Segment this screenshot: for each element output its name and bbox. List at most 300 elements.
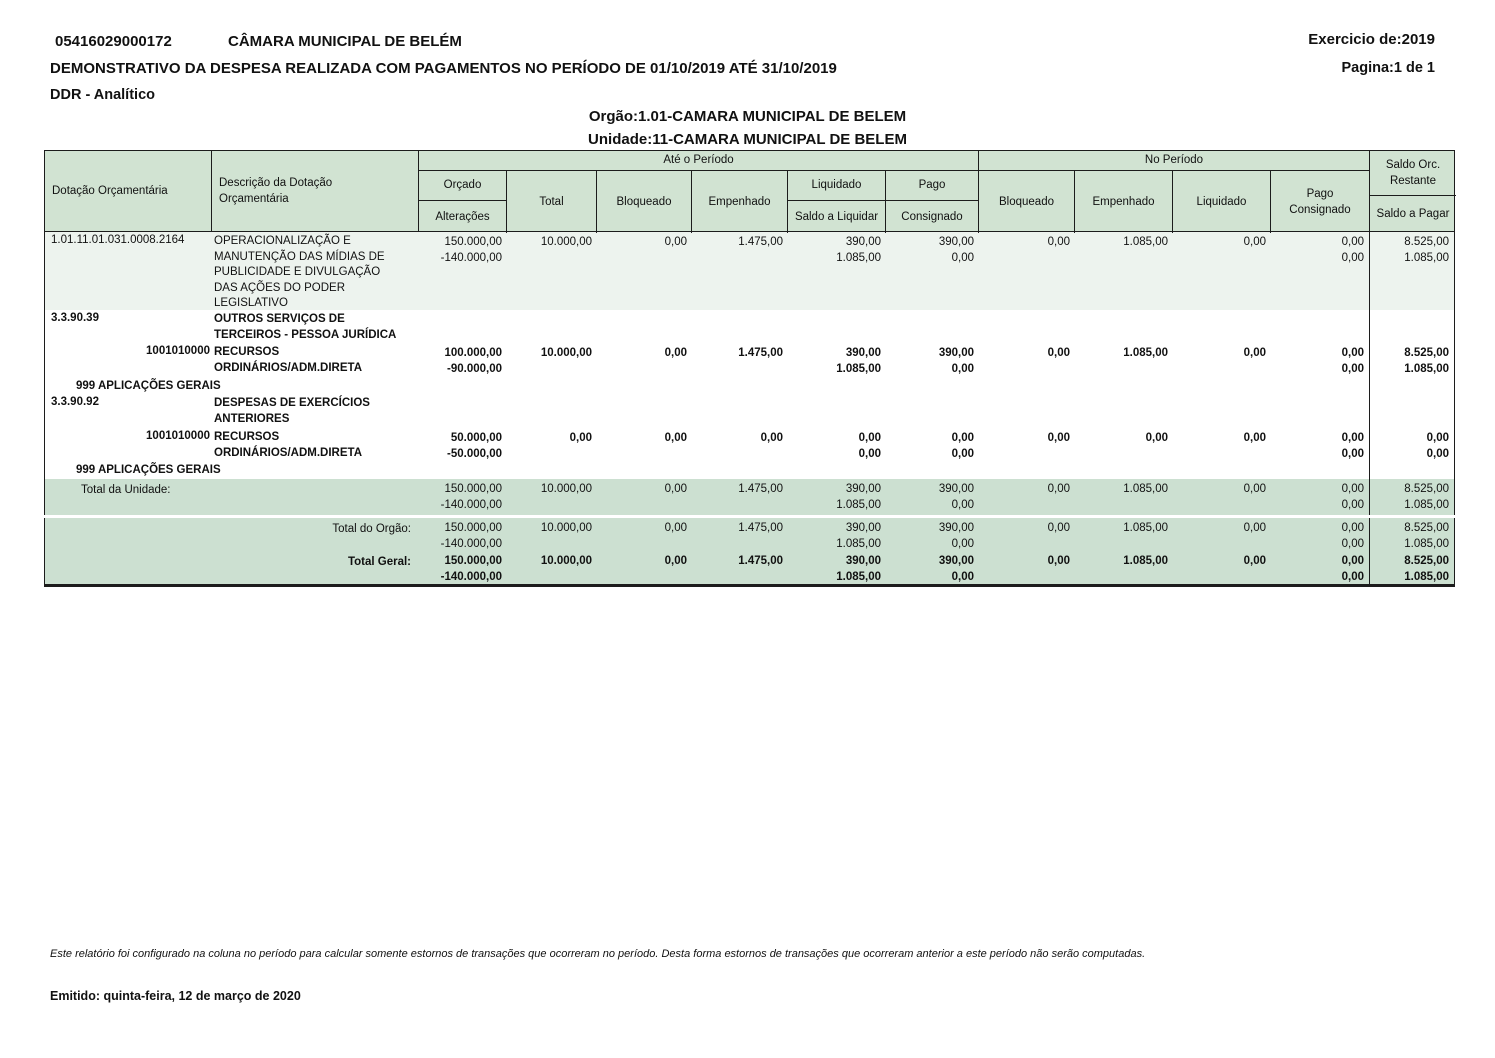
value-line: 1.085,00 (836, 363, 881, 375)
table-row (44, 377, 1455, 394)
desc-line: TERCEIROS - PESSOA JURÍDICA (214, 328, 397, 341)
value-cell (419, 343, 507, 377)
value-cell (886, 479, 979, 515)
value-line (979, 250, 1070, 266)
value-line (1075, 536, 1168, 551)
value-line (788, 396, 881, 412)
value-line (979, 536, 1070, 551)
value-line: 0,00 (1047, 522, 1070, 534)
value-line: 390,00 (845, 555, 881, 567)
value-line (1370, 396, 1449, 412)
value-line: 1.085,00 (1123, 236, 1168, 248)
value-cell (1173, 518, 1271, 551)
header-np-pago-consignado: Pago Consignado (1289, 188, 1351, 216)
value-cell (1271, 518, 1369, 551)
value-line: 1.085,00 (836, 252, 881, 264)
value-line: 1.475,00 (738, 483, 783, 495)
value-cell (419, 551, 507, 584)
value-line (886, 412, 974, 428)
desc-line: ORDINÁRIOS/ADM.DIRETA (214, 446, 363, 459)
value-cell (419, 232, 507, 310)
orgao-title: Orgão:1.01-CAMARA MUNICIPAL DE BELEM (588, 108, 907, 125)
descricao-cell (212, 310, 419, 343)
value-cell (1369, 551, 1454, 584)
value-line (1075, 569, 1168, 584)
page-number: Pagina:1 de 1 (1341, 60, 1435, 76)
value-line: 1.085,00 (1123, 347, 1168, 359)
value-line: 390,00 (938, 522, 974, 534)
value-line (979, 497, 1070, 513)
value-cell (788, 394, 886, 428)
value-line: 10.000,00 (540, 236, 592, 248)
value-line: 100.000,00 (444, 347, 502, 359)
value-line: 1.085,00 (836, 499, 881, 511)
table-row (44, 461, 1455, 479)
value-line: 390,00 (938, 483, 974, 495)
value-line: 0,00 (664, 522, 687, 534)
value-line (1075, 446, 1168, 461)
table-row (44, 518, 1455, 551)
row-label: Total da Unidade: (81, 484, 171, 496)
value-line: 0,00 (1145, 432, 1168, 444)
value-line: 0,00 (1047, 483, 1070, 495)
value-line (507, 446, 592, 461)
value-line: -140.000,00 (440, 571, 502, 583)
value-cell (979, 518, 1075, 551)
value-cell (507, 232, 597, 310)
desc-line: OPERACIONALIZAÇÃO E (214, 235, 351, 247)
value-line: 0,00 (1341, 236, 1364, 248)
value-cell (788, 343, 886, 377)
value-cell (507, 551, 597, 584)
header-total: Total (507, 171, 597, 233)
value-line: 0,00 (664, 432, 687, 444)
value-line: 0,00 (1341, 448, 1364, 460)
value-line (1173, 312, 1266, 328)
value-line: 0,00 (951, 252, 974, 264)
table-row (44, 343, 1455, 377)
value-line: 150.000,00 (444, 555, 502, 567)
value-line: 0,00 (664, 483, 687, 495)
value-line (979, 328, 1070, 343)
table-row (44, 428, 1455, 461)
value-cell (692, 232, 788, 310)
value-cell (597, 551, 692, 584)
value-line: -90.000,00 (447, 363, 502, 375)
value-line (507, 312, 592, 328)
value-line (1075, 412, 1168, 428)
header-liquidado: Liquidado (788, 171, 886, 201)
value-line (597, 497, 687, 513)
value-line: 390,00 (938, 555, 974, 567)
value-line (979, 361, 1070, 377)
value-line: 150.000,00 (444, 522, 502, 534)
dotacao-cell: 3.3.90.39 (51, 312, 99, 324)
value-cell (597, 310, 692, 343)
value-line (692, 536, 783, 551)
header-group-ate-periodo: Até o Período (419, 151, 979, 171)
value-line: 0,00 (1243, 522, 1266, 534)
value-line: -140.000,00 (440, 499, 502, 511)
value-line (1075, 361, 1168, 377)
value-line: 10.000,00 (540, 347, 592, 359)
value-line: 390,00 (845, 347, 881, 359)
value-cell (597, 343, 692, 377)
descricao-cell (212, 394, 419, 428)
value-cell (979, 232, 1075, 310)
value-line (597, 396, 687, 412)
value-line (419, 328, 502, 343)
value-cell (788, 479, 886, 515)
value-line (1075, 328, 1168, 343)
value-line: 10.000,00 (540, 483, 592, 495)
header-dotacao: Dotação Orçamentária (45, 151, 212, 231)
value-cell (692, 428, 788, 461)
value-cell (788, 232, 886, 310)
value-cell (1369, 310, 1454, 343)
value-cell (507, 518, 597, 551)
value-cell (1271, 310, 1369, 343)
value-line: 1.085,00 (1404, 363, 1449, 375)
value-cell (1369, 428, 1454, 461)
row-label: 999 APLICAÇÕES GERAIS (76, 380, 221, 392)
dotacao-cell: 1001010000 (146, 345, 210, 357)
report-footnote: Este relatório foi configurado na coluna no período para calcular somente estornos de transações que ocorreram no período. Desta forma estornos de transações que ocorreram anterior a este período não serão computadas. (50, 948, 1146, 960)
desc-line: LEGISLATIVO (214, 297, 288, 310)
value-cell (1369, 518, 1454, 551)
row-label: Total do Orgão: (332, 523, 411, 535)
row-label: Total Geral: (347, 556, 411, 568)
value-line: 0,00 (1341, 432, 1364, 444)
exercise-label: Exercicio de:2019 (1308, 31, 1435, 48)
descricao-cell (212, 428, 419, 461)
value-cell (597, 394, 692, 428)
value-line (419, 312, 502, 328)
value-cell (886, 518, 979, 551)
value-line: 0,00 (951, 538, 974, 550)
value-cell (788, 310, 886, 343)
value-line (886, 312, 974, 328)
value-line (692, 412, 783, 428)
value-line: 0,00 (664, 555, 687, 567)
report-subtitle: DDR - Analítico (50, 87, 155, 103)
value-cell (507, 394, 597, 428)
value-cell (419, 394, 507, 428)
value-line: 390,00 (845, 522, 881, 534)
value-line: 0,00 (1243, 236, 1266, 248)
value-line (597, 536, 687, 551)
value-line (1173, 361, 1266, 377)
value-line: -140.000,00 (440, 252, 502, 264)
value-line: 0,00 (951, 432, 974, 444)
value-line (788, 312, 881, 328)
value-cell (979, 428, 1075, 461)
header-np-liquidado: Liquidado (1173, 171, 1271, 233)
unidade-title: Unidade:11-CAMARA MUNICIPAL DE BELEM (588, 131, 907, 148)
header-empenhado: Empenhado (692, 171, 788, 233)
value-cell (886, 428, 979, 461)
value-cell (886, 310, 979, 343)
value-line: 1.475,00 (738, 236, 783, 248)
value-cell (1271, 394, 1369, 428)
value-cell (507, 479, 597, 515)
value-line (692, 446, 783, 461)
value-cell (1271, 343, 1369, 377)
table-row (44, 479, 1455, 515)
value-cell (1075, 343, 1173, 377)
header-descricao: Descrição da Dotação Orçamentária (212, 151, 419, 231)
value-line (1173, 250, 1266, 266)
value-line (692, 497, 783, 513)
value-cell (979, 479, 1075, 515)
header-np-bloqueado: Bloqueado (979, 171, 1075, 233)
value-cell (692, 394, 788, 428)
value-line: 0,00 (664, 236, 687, 248)
value-line: 0,00 (1426, 432, 1449, 444)
value-cell (1369, 479, 1454, 515)
value-line (979, 569, 1070, 584)
value-cell (1173, 310, 1271, 343)
value-cell (597, 518, 692, 551)
value-line (507, 569, 592, 584)
value-cell (979, 394, 1075, 428)
value-line (1271, 328, 1364, 343)
value-line: 0,00 (1047, 432, 1070, 444)
header-saldo-orc-restante: Saldo Orc. Restante (1369, 151, 1456, 196)
value-line: 0,00 (951, 571, 974, 583)
value-line: 8.525,00 (1404, 522, 1449, 534)
value-line (1370, 312, 1449, 328)
value-cell (979, 310, 1075, 343)
desc-line: PUBLICIDADE E DIVULGAÇÃO (214, 266, 381, 279)
value-cell (1369, 377, 1454, 394)
value-cell (1075, 551, 1173, 584)
value-line: 0,00 (1243, 555, 1266, 567)
value-line (979, 396, 1070, 412)
value-line (692, 569, 783, 584)
desc-line: MANUTENÇÃO DAS MÍDIAS DE (214, 250, 385, 263)
value-cell (788, 518, 886, 551)
value-cell (597, 232, 692, 310)
value-line: 150.000,00 (444, 483, 502, 495)
value-line (507, 536, 592, 551)
table-header (44, 150, 1455, 232)
value-line: 390,00 (845, 236, 881, 248)
value-cell (1075, 428, 1173, 461)
value-line: 0,00 (569, 432, 592, 444)
row-label: 999 APLICAÇÕES GERAIS (76, 464, 221, 476)
value-cell (886, 551, 979, 584)
value-line (979, 312, 1070, 328)
value-line (1173, 328, 1266, 343)
desc-line: OUTROS SERVIÇOS DE (214, 313, 345, 325)
value-line (692, 328, 783, 343)
value-cell (692, 479, 788, 515)
value-line: -50.000,00 (447, 448, 502, 460)
value-line (1173, 446, 1266, 461)
value-line (507, 412, 592, 428)
emitted-date: Emitido: quinta-feira, 12 de março de 2020 (50, 989, 301, 1003)
value-line: 0,00 (1341, 363, 1364, 375)
value-cell (1369, 343, 1454, 377)
value-cell (1075, 394, 1173, 428)
value-line: 0,00 (1047, 236, 1070, 248)
desc-line: RECURSOS (214, 431, 280, 443)
value-line: 1.475,00 (738, 555, 783, 567)
value-line (1271, 412, 1364, 428)
value-line: 1.475,00 (738, 522, 783, 534)
value-line (1075, 312, 1168, 328)
value-cell (597, 479, 692, 515)
value-cell (979, 551, 1075, 584)
header-consignado: Consignado (886, 201, 979, 233)
value-cell (692, 343, 788, 377)
dotacao-cell: 1.01.11.01.031.0008.2164 (51, 234, 185, 246)
header-orcado: Orçado (419, 171, 507, 201)
value-line: 0,00 (1341, 347, 1364, 359)
value-line (1173, 497, 1266, 513)
value-cell (788, 551, 886, 584)
value-cell (507, 310, 597, 343)
value-line: 390,00 (938, 347, 974, 359)
value-line (507, 497, 592, 513)
descricao-cell (212, 343, 419, 377)
value-line (597, 361, 687, 377)
value-line: 0,00 (1341, 571, 1364, 583)
dotacao-cell: 3.3.90.92 (51, 396, 99, 408)
descricao-cell (212, 232, 419, 310)
desc-line: RECURSOS (214, 346, 280, 358)
value-cell (419, 310, 507, 343)
value-line: 1.085,00 (1404, 499, 1449, 511)
value-cell (419, 479, 507, 515)
value-cell (1369, 461, 1454, 479)
value-line (1173, 569, 1266, 584)
value-line: 0,00 (1341, 522, 1364, 534)
value-line (886, 396, 974, 412)
header-group-no-periodo: No Período (979, 151, 1369, 171)
value-line: 1.475,00 (738, 347, 783, 359)
table-bottom-border (44, 584, 1455, 587)
value-line (1370, 412, 1449, 428)
value-cell (886, 232, 979, 310)
value-line (597, 446, 687, 461)
value-line (597, 569, 687, 584)
value-line: 0,00 (951, 363, 974, 375)
value-line (788, 412, 881, 428)
value-cell (979, 343, 1075, 377)
desc-line: DAS AÇÕES DO PODER (214, 281, 346, 294)
value-line: 1.085,00 (1123, 522, 1168, 534)
value-line (886, 328, 974, 343)
value-line: 0,00 (1341, 252, 1364, 264)
value-line: 0,00 (1243, 483, 1266, 495)
value-line: 0,00 (858, 432, 881, 444)
value-cell (886, 394, 979, 428)
value-cell (1271, 232, 1369, 310)
doc-code: 05416029000172 (55, 33, 172, 50)
value-line: 390,00 (938, 236, 974, 248)
value-cell (1173, 428, 1271, 461)
header-np-empenhado: Empenhado (1075, 171, 1173, 233)
value-cell (1173, 394, 1271, 428)
table-row (44, 551, 1455, 584)
value-line: 0,00 (858, 448, 881, 460)
value-line (979, 446, 1070, 461)
value-cell (507, 428, 597, 461)
value-line: 0,00 (1047, 555, 1070, 567)
value-line: 0,00 (1426, 448, 1449, 460)
value-line: 0,00 (760, 432, 783, 444)
value-line: 8.525,00 (1404, 347, 1449, 359)
org-name: CÂMARA MUNICIPAL DE BELÉM (228, 33, 462, 50)
value-line (507, 361, 592, 377)
value-line (597, 328, 687, 343)
value-line: -140.000,00 (440, 538, 502, 550)
value-cell (1173, 343, 1271, 377)
value-line: 50.000,00 (450, 432, 502, 444)
value-line (692, 250, 783, 266)
value-line (1075, 250, 1168, 266)
dotacao-cell: 1001010000 (146, 430, 210, 442)
value-cell (1271, 479, 1369, 515)
value-line: 0,00 (1341, 499, 1364, 511)
value-line (597, 412, 687, 428)
value-cell (1271, 428, 1369, 461)
value-cell (1173, 232, 1271, 310)
value-line: 390,00 (845, 483, 881, 495)
value-line (597, 250, 687, 266)
value-cell (1075, 479, 1173, 515)
value-line (1075, 396, 1168, 412)
value-cell (886, 343, 979, 377)
value-cell (507, 343, 597, 377)
value-cell (1369, 394, 1454, 428)
value-line (507, 328, 592, 343)
value-line (1271, 312, 1364, 328)
value-line (692, 312, 783, 328)
value-line (1075, 497, 1168, 513)
header-pago: Pago (886, 171, 979, 201)
value-line: 0,00 (1341, 538, 1364, 550)
value-line: 0,00 (951, 448, 974, 460)
value-line: 0,00 (1341, 483, 1364, 495)
value-line (419, 412, 502, 428)
value-line: 150.000,00 (444, 236, 502, 248)
table-body (44, 232, 1455, 584)
value-line: 1.085,00 (836, 571, 881, 583)
table-row (44, 232, 1455, 310)
value-cell (1173, 551, 1271, 584)
value-line: 8.525,00 (1404, 236, 1449, 248)
value-line (507, 250, 592, 266)
value-cell (692, 551, 788, 584)
value-cell (1369, 232, 1454, 310)
value-line: 10.000,00 (540, 522, 592, 534)
value-line (979, 412, 1070, 428)
value-line: 1.085,00 (836, 538, 881, 550)
desc-line: DESPESAS DE EXERCÍCIOS (214, 397, 370, 409)
value-cell (597, 428, 692, 461)
value-line: 1.085,00 (1123, 555, 1168, 567)
value-cell (692, 310, 788, 343)
value-line: 0,00 (1243, 347, 1266, 359)
value-line (1173, 412, 1266, 428)
value-line: 0,00 (664, 347, 687, 359)
value-line: 8.525,00 (1404, 483, 1449, 495)
table-row (44, 394, 1455, 428)
value-line (419, 396, 502, 412)
